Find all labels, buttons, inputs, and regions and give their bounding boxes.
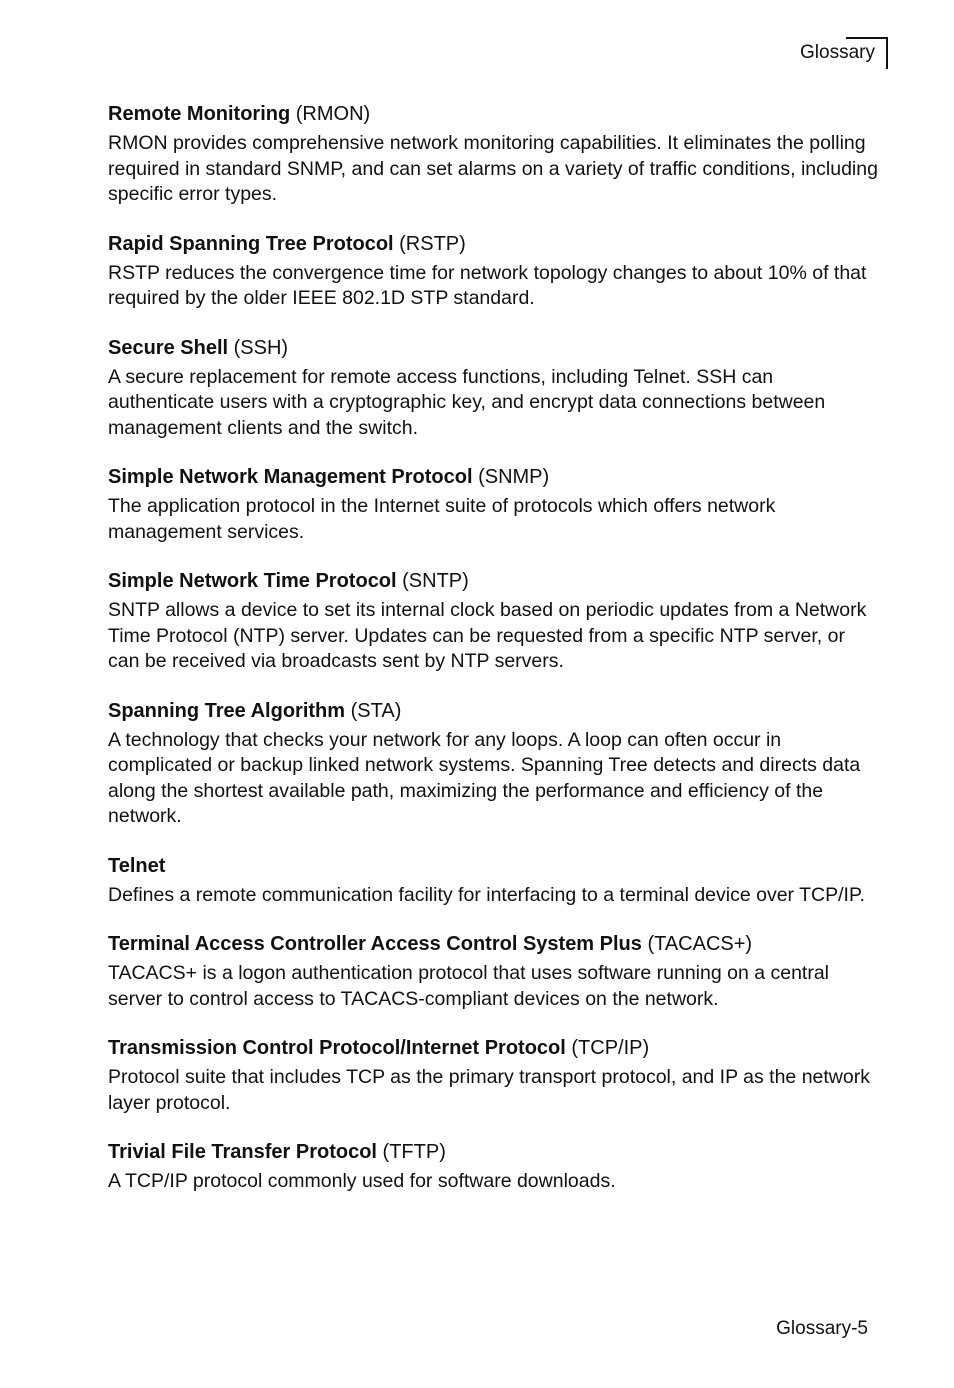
entry-term — [108, 464, 878, 490]
term-name: Simple Network Management Protocol — [108, 466, 473, 488]
entry-term — [108, 231, 878, 257]
term-name: Rapid Spanning Tree Protocol — [108, 232, 394, 255]
glossary-entry-sta — [108, 698, 878, 830]
page-number: Glossary-5 — [776, 1318, 868, 1339]
entry-definition: Protocol suite that includes TCP as the primary transport protocol, and IP as the network layer protocol. — [108, 1066, 870, 1114]
term-abbreviation: (SSH) — [228, 336, 289, 359]
glossary-entry-tftp — [108, 1139, 878, 1195]
entry-definition: Defines a remote communication facility for interfacing to a terminal device over TCP/IP. — [108, 883, 865, 906]
entry-term — [108, 698, 878, 724]
entry-definition: A technology that checks your network for any loops. A loop can often occur in complicated or backup linked network systems. Spanning Tree detects and directs data along the shortest available path, maximizing the performance and efficiency of the network. — [108, 728, 861, 827]
term-abbreviation: (TFTP) — [376, 1141, 446, 1163]
entry-definition: TACACS+ is a logon authentication protocol that uses software running on a central server to control access to TACACS-compliant devices on the network. — [108, 962, 830, 1010]
entry-term — [108, 931, 878, 957]
glossary-entry-telnet — [108, 853, 878, 909]
glossary-entry-tcpip — [108, 1035, 878, 1116]
term-abbreviation: (RSTP) — [393, 232, 466, 255]
entry-definition: A secure replacement for remote access functions, including Telnet. SSH can authenticate users with a cryptographic key, and encrypt data connections between management clients and the switch. — [108, 365, 826, 439]
header-rule-vertical — [886, 37, 888, 69]
glossary-entry-rstp — [108, 231, 878, 312]
term-name: Secure Shell — [108, 336, 229, 359]
term-name: Remote Monitoring — [108, 103, 291, 125]
glossary-list — [108, 101, 878, 1218]
entry-term — [108, 101, 878, 127]
entry-term — [108, 1035, 878, 1061]
glossary-entry-tacacs — [108, 931, 878, 1012]
entry-term — [108, 335, 878, 361]
header-rule-horizontal — [846, 37, 888, 39]
entry-term — [108, 853, 878, 879]
glossary-entry-rmon — [108, 101, 878, 208]
term-name: Terminal Access Controller Access Control System Plus — [108, 933, 642, 955]
term-name: Telnet — [108, 854, 166, 877]
term-abbreviation: (SNMP) — [472, 466, 550, 488]
term-abbreviation: (RMON) — [290, 103, 371, 125]
glossary-entry-snmp — [108, 464, 878, 545]
entry-term — [108, 1139, 878, 1165]
entry-definition: RSTP reduces the convergence time for network topology changes to about 10% of that required by the older IEEE 802.1D STP standard. — [108, 261, 867, 309]
term-abbreviation: (TCP/IP) — [565, 1037, 650, 1059]
term-name: Spanning Tree Algorithm — [108, 699, 346, 722]
entry-definition: SNTP allows a device to set its internal clock based on periodic updates from a Network Time Protocol (NTP) server. Updates can be requested from a specific NTP server, or can be received via broadcasts sent by NTP servers. — [108, 599, 867, 672]
term-abbreviation: (STA) — [345, 699, 402, 722]
term-name: Simple Network Time Protocol — [108, 570, 397, 592]
glossary-entry-ssh — [108, 335, 878, 442]
entry-definition: RMON provides comprehensive network monitoring capabilities. It eliminates the polling required in standard SNMP, and can set alarms on a variety of traffic conditions, including specific error types. — [108, 132, 878, 205]
entry-definition: The application protocol in the Internet suite of protocols which offers network management services. — [108, 495, 776, 543]
term-name: Transmission Control Protocol/Internet Protocol — [108, 1037, 566, 1059]
term-abbreviation: (SNTP) — [396, 570, 469, 592]
term-abbreviation: (TACACS+) — [641, 933, 753, 955]
running-header: Glossary — [800, 42, 875, 63]
term-name: Trivial File Transfer Protocol — [108, 1141, 377, 1163]
glossary-entry-sntp — [108, 568, 878, 675]
entry-definition: A TCP/IP protocol commonly used for software downloads. — [108, 1170, 616, 1192]
entry-term — [108, 568, 878, 594]
